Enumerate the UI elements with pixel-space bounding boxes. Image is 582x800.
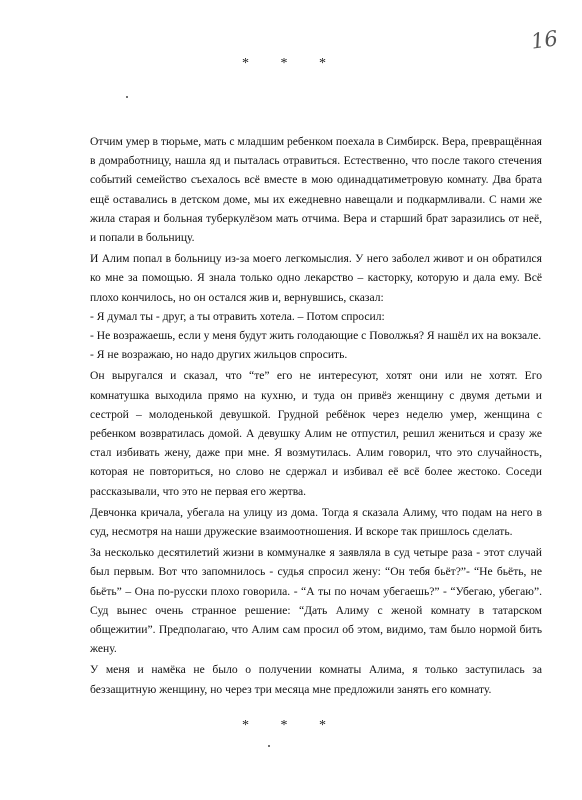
section-separator-top: * * * xyxy=(242,56,340,71)
dialogue-line: - Не возражаешь, если у меня будут жить голодающие с Поволжья? Я нашёл их на вокзале. xyxy=(90,329,542,343)
paragraph: У меня и намёка не было о получении комнаты Алима, я только заступилась за беззащитную женщину, но через три месяца мне предложили занять его комнату. xyxy=(90,663,542,696)
dialogue-line: - Я не возражаю, но надо других жильцов спросить. xyxy=(90,348,348,362)
paragraph: И Алим попал в больницу из-за моего легкомыслия. У него заболел живот и он обратился ко мне за помощью. Я знала только одно лекарство – касторку, которую и дала ему. Всё плохо кончилось, но он остался жив и, вернувшись, сказал: xyxy=(90,252,542,304)
scan-speck xyxy=(126,96,128,98)
page-number: 16 xyxy=(529,26,560,54)
paragraph: Девчонка кричала, убегала на улицу из дома. Тогда я сказала Алиму, что подам на него в суд, несмотря на наши дружеские взаимоотношения. И вскоре так пришлось сделать. xyxy=(90,505,542,539)
dialogue-line: - Я думал ты - друг, а ты отравить хотела. – Потом спросил: xyxy=(90,309,385,323)
scan-speck xyxy=(268,745,270,747)
body-text xyxy=(90,132,542,699)
paragraph: Он выругался и сказал, что “те” его не интересуют, хотят они или не хотят. Его комнатушка выходила прямо на кухню, и туда он привёз женщину с двумя детьми и сестрой – молоденькой девушкой. Грудной ребёнок через неделю умер, женщина с ребенком возвратилась домой. А девушку Алим не отпустил, решил жениться и сразу же стал избивать жену, даже при мне. Я возмутилась. Алим говорил, что это случайность, которая не повториться, но слово не сдержал и избивал её всё более жестоко. Соседи рассказывали, что это не первая его жертва. xyxy=(90,369,542,498)
paragraph: За несколько десятилетий жизни в коммуналке я заявляла в суд четыре раза - этот случай был первым. Вот что запомнилось - судья спросил жену: “Он тебя бьёт?”- “Не бьёть, не бьёть” – Она по-русски плохо говорила. - “А ты по ночам убегаешь?” - “Убегаю, убегаю”. Суд вынес очень странное решение: “Дать Алиму с женой комнату в татарском общежитии”. Предполагаю, что Алим сам просил об этом, видимо, там было нормой бить жену. xyxy=(90,546,542,656)
paragraph: Отчим умер в тюрьме, мать с младшим ребенком поехала в Симбирск. Вера, превращённая в домработницу, нашла яд и пыталась отравиться. Естественно, что после такого стечения событий семейство съехалось всё вместе в мою одинадцатиметровую комнату. Два брата ещё оставались в детском доме, мы их ежедневно навещали и подкармливали. С нами же жила старая и больная туберкулёзом мать отчима. Вера и старший брат заразились от неё, и попали в больницу. xyxy=(90,135,542,245)
section-separator-bottom: * * * xyxy=(242,718,340,733)
